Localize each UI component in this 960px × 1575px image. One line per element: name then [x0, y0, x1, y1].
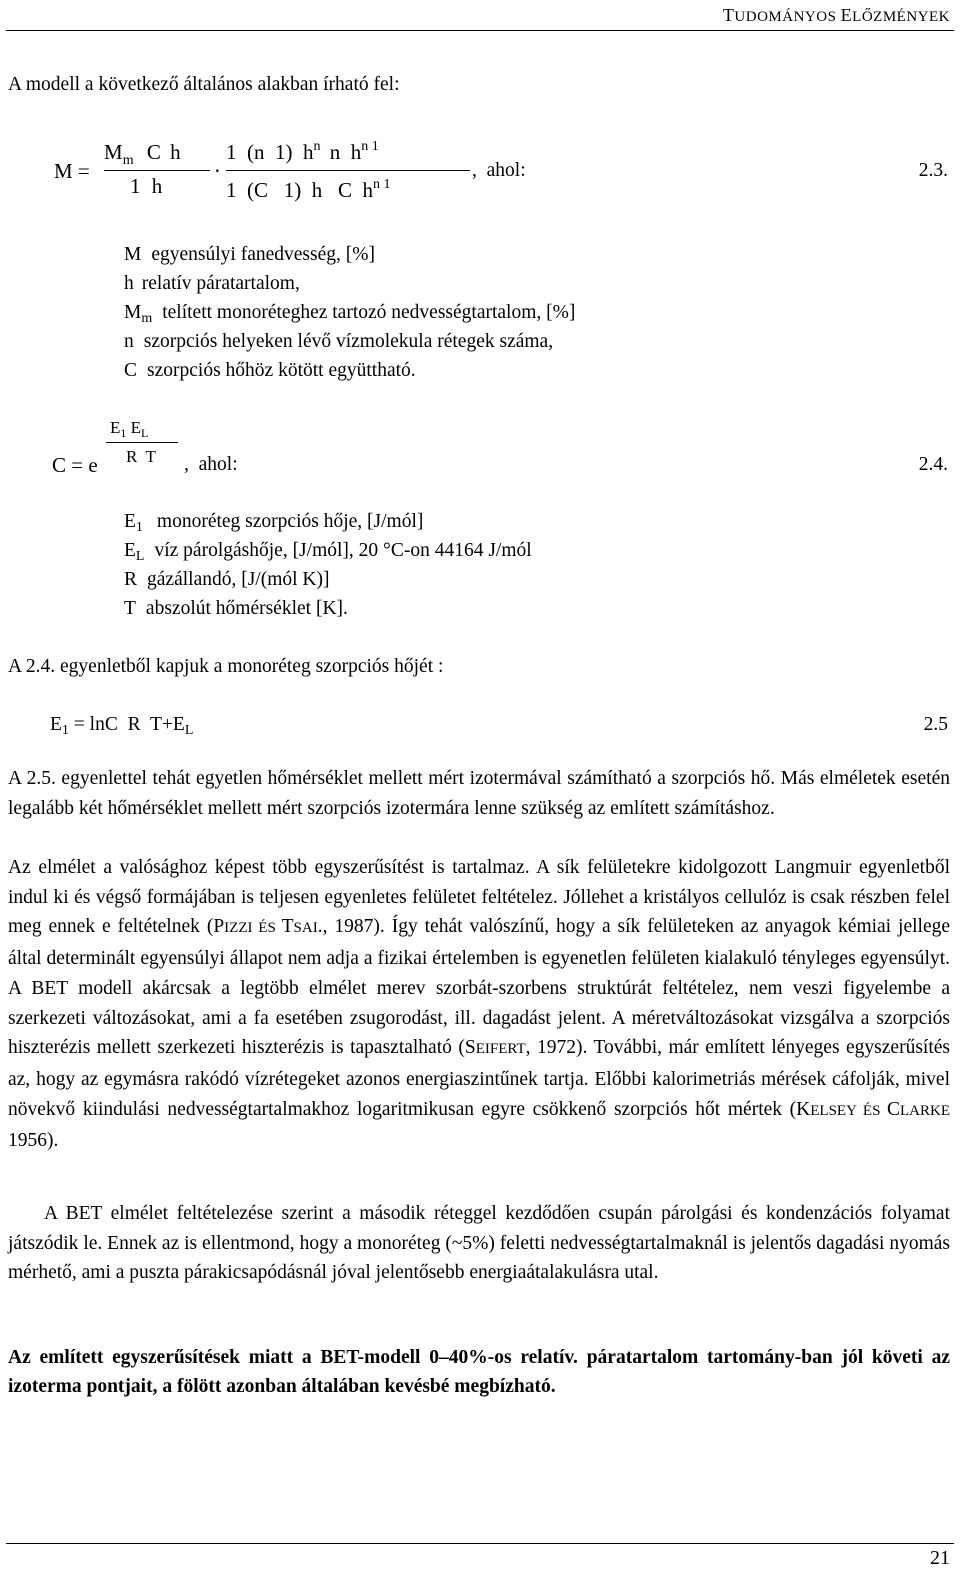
def-item: h relatív páratartalom,: [124, 273, 300, 294]
eq1-den2: 1 (C 1) h C $h^{n 1}$: [226, 177, 391, 202]
eq2-frac-line: [106, 442, 178, 443]
def-item: $E_1$ monoréteg szorpciós hője, [J/mól]: [124, 511, 424, 535]
paragraph-1: A 2.5. egyenlettel tehát egyetlen hőmérséklet mellett mért izotermával számítható a szorpciós hő. Más elméletek esetén legalább két hőmérséklet mellett mért szorpciós izotermára lenne szükség az említett számításhoz.: [8, 768, 950, 819]
page-number: 21: [930, 1547, 950, 1569]
lead-eq3-text: A 2.4. egyenletből kapjuk a monoréteg szorpciós hőjét :: [8, 656, 444, 677]
eq1-lhs: M =: [54, 159, 90, 183]
def-item: n szorpciós helyeken lévő vízmolekula rétegek száma,: [124, 331, 554, 352]
eq2-lhs: C = e: [52, 453, 98, 477]
paragraph-4-bold: Az említett egyszerűsítések miatt a BET-modell 0–40%-os relatív. páratartalom tartomány-ban jól követi az izoterma pontjait, a fölött azonban általában kevésbé megbízható.: [8, 1347, 950, 1397]
eq1-dot: ⋅: [214, 159, 221, 183]
eq2-exp-num: $E_1$ $E_L$: [110, 418, 149, 440]
intro-text: A modell a következő általános alakban írható fel:: [8, 74, 400, 95]
eq1-num2: 1 (n 1) $h^n$ n $h^{n 1}$: [226, 139, 379, 164]
def-item: M egyensúlyi fanedvesség, [%]: [124, 244, 375, 265]
paragraph-3: A BET elmélet feltételezése szerint a második réteggel kezdődően csupán párolgási és kondenzációs folyamat játszódik le. Ennek az is ellentmond, hogy a monoréteg (~5%) feletti nedvességtartalmaknál is jelentős dagadási nyomás mérhető, ami a puszta párakicsapódásnál jóval jelentősebb energiaátalakulásra utal.: [8, 1203, 950, 1284]
header-rule: [6, 30, 954, 31]
eq1-frac-line-1: [104, 170, 210, 171]
eq1-den1: 1 h: [130, 174, 163, 198]
eq3-number: 2.5: [923, 714, 948, 735]
def-item: C szorpciós hőhöz kötött együttható.: [124, 360, 416, 381]
def-item: $E_L$ víz párolgáshője, [J/mól], 20 °C-on 44164 J/mól: [124, 540, 532, 564]
eq1-number: 2.3.: [918, 160, 948, 181]
eq1-num1: $M_m$ C h: [104, 140, 181, 168]
eq1-frac-line-2: [226, 170, 470, 171]
def-item: T abszolút hőmérséklet [K].: [124, 598, 348, 619]
eq3-expression: $E_1 = \ln C$ R $T+E_L$: [50, 714, 194, 738]
eq2-number: 2.4.: [918, 454, 948, 475]
eq2-ahol: , ahol:: [184, 454, 238, 475]
paragraph-2: Az elmélet a valósághoz képest több egyszerűsítést is tartalmaz. A sík felületekre kidolgozott Langmuir egyenletből indul ki és végső formájában is teljesen egyenletes felületet feltételez. Jóllehet a kristályos cellulóz is csak részben felel meg ennek e feltételnek (PIZZI ÉS TSAI., 1987). Így tehát valószínű, hogy a sík felületeken az anyagok kémiai jellege által determinált egyensúlyi állapot nem adja a fizikai értelemben is egyenetlen felületen kialakuló tényleges egyensúlyt. A BET modell akárcsak a legtöbb elmélet merev szorbát-szorbens struktúrát feltételez, nem veszi figyelembe a szerkezeti változásokat, ami a fa esetében zsugorodást, ill. dagadást jelent. A méretváltozásokat vizsgálva a szorpciós hiszterézis mellett szerkezeti hiszterézis is tapasztalható (SEIFERT, 1972). További, már említett lényeges egyszerűsítés az, hogy az egymásra rakódó vízrétegeket azonos energiaszintűnek tartja. Előbbi kalorimetriás mérések cáfolják, mivel növekvő kiindulási nedvességtartalmakhoz logaritmikusan egyre csökkenő szorpciós hőt mértek (KELSEY ÉS CLARKE 1956).: [8, 857, 951, 1152]
running-header: TUDOMÁNYOS ELŐZMÉNYEK: [722, 5, 950, 25]
def-item: $M_m$ telített monoréteghez tartozó nedvességtartalom, [%]: [124, 302, 576, 326]
eq2-exp-den: R T: [126, 447, 156, 466]
def-item: R gázállandó, [J/(mól K)]: [124, 569, 330, 590]
footer-rule: [6, 1543, 954, 1544]
eq1-ahol: , ahol:: [472, 160, 526, 181]
